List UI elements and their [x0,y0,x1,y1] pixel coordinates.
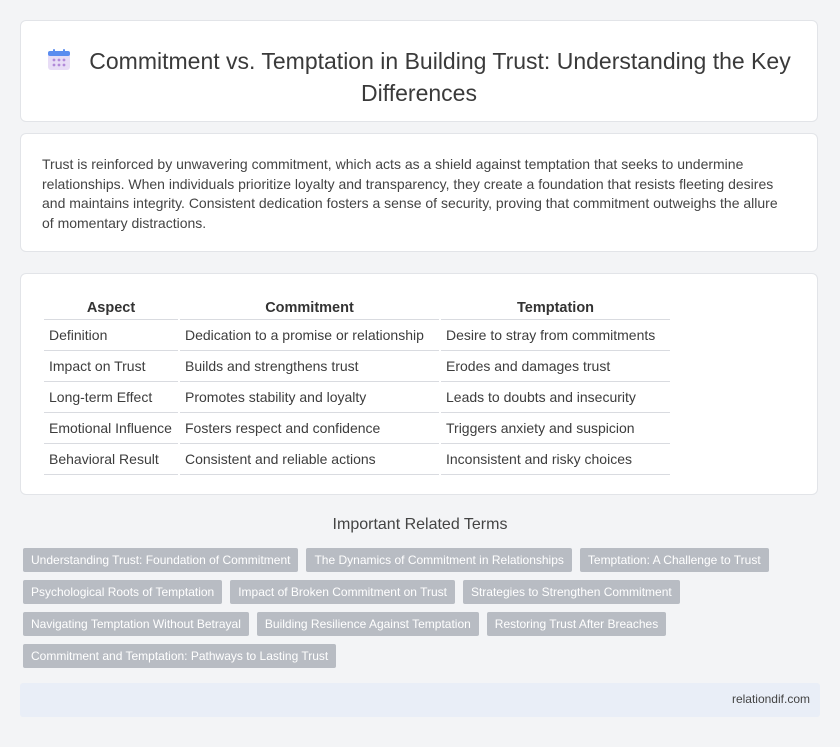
related-terms-title: Important Related Terms [332,516,508,533]
cell-commitment: Fosters respect and confidence [180,413,439,444]
cell-commitment: Promotes stability and loyalty [180,382,439,413]
cell-commitment: Builds and strengthens trust [180,351,439,382]
related-term-tag[interactable]: Commitment and Temptation: Pathways to Lasting Trust [23,644,336,668]
header-aspect: Aspect [44,297,178,320]
cell-commitment: Dedication to a promise or relationship [180,320,439,351]
table-row [44,351,670,382]
cell-temptation: Inconsistent and risky choices [441,444,670,475]
related-term-tag[interactable]: Impact of Broken Commitment on Trust [230,580,455,604]
cell-temptation: Triggers anxiety and suspicion [441,413,670,444]
intro-card [20,133,818,252]
related-term-tag[interactable]: Navigating Temptation Without Betrayal [23,612,249,636]
header-temptation: Temptation [441,297,670,320]
cell-aspect: Definition [44,320,178,351]
comparison-table [42,297,672,475]
title-card [20,20,818,122]
table-row [44,444,670,475]
related-term-tag[interactable]: Restoring Trust After Breaches [487,612,666,636]
cell-aspect: Long-term Effect [44,382,178,413]
related-term-tag[interactable]: Strategies to Strengthen Commitment [463,580,680,604]
cell-temptation: Desire to stray from commitments [441,320,670,351]
table-header-row [44,297,670,320]
calendar-icon [47,48,71,79]
cell-temptation: Leads to doubts and insecurity [441,382,670,413]
footer-site-link[interactable]: relationdif.com [731,692,810,706]
comparison-card [20,273,818,495]
intro-paragraph: Trust is reinforced by unwavering commitment, which acts as a shield against temptation that seeks to undermine relationships. When individuals prioritize loyalty and transparency, they create a foundation that resists fleeting desires and maintains integrity. Consistent dedication fosters a sense of security, proving that commitment outweighs the allure of momentary distractions. [42,156,778,231]
related-term-tag[interactable]: Understanding Trust: Foundation of Commitment [23,548,298,572]
cell-commitment: Consistent and reliable actions [180,444,439,475]
cell-aspect: Impact on Trust [44,351,178,382]
related-term-tag[interactable]: Temptation: A Challenge to Trust [580,548,769,572]
related-term-tag[interactable]: The Dynamics of Commitment in Relationships [306,548,571,572]
table-row [44,382,670,413]
page-title-wrap [21,47,817,108]
table-row [44,320,670,351]
header-commitment: Commitment [180,297,439,320]
footer [20,683,820,717]
cell-aspect: Behavioral Result [44,444,178,475]
page-title: Commitment vs. Temptation in Building Trust: Understanding the Key Differences [89,48,791,106]
table-row [44,413,670,444]
related-term-tag[interactable]: Psychological Roots of Temptation [23,580,222,604]
cell-aspect: Emotional Influence [44,413,178,444]
related-terms-list [23,548,803,668]
cell-temptation: Erodes and damages trust [441,351,670,382]
related-term-tag[interactable]: Building Resilience Against Temptation [257,612,479,636]
